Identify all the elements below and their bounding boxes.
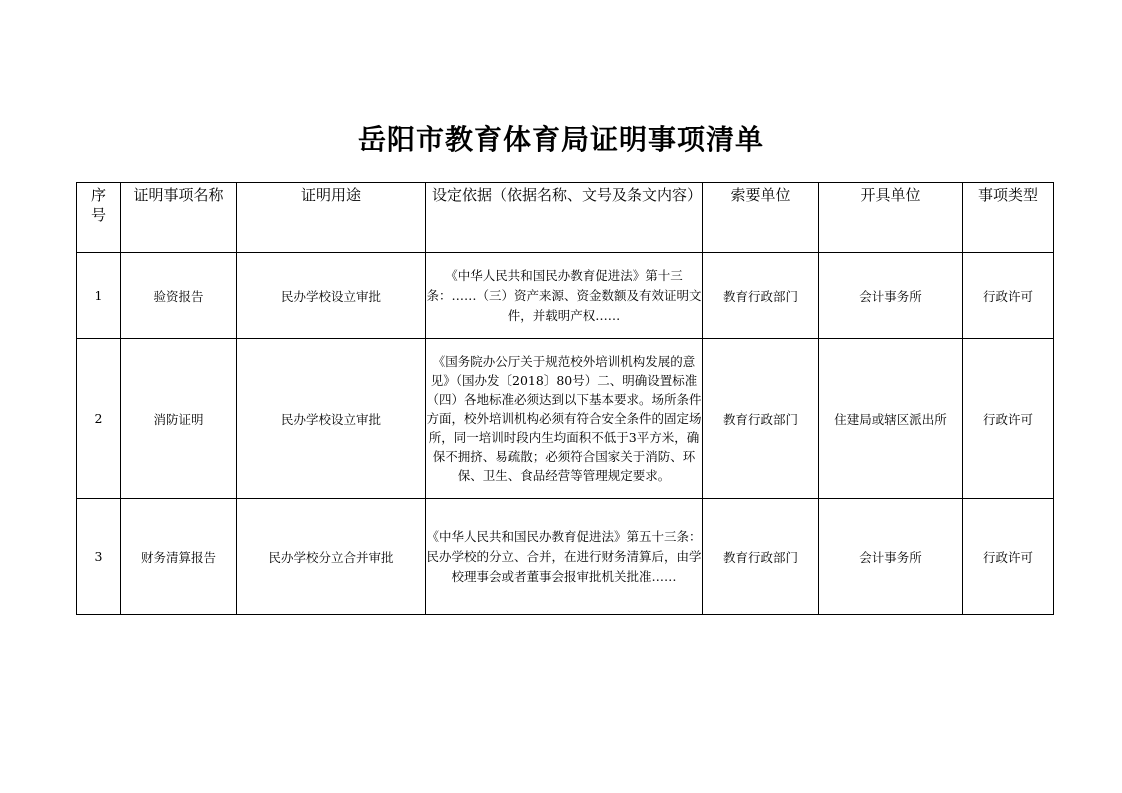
cell-issuing-unit: 会计事务所: [819, 499, 963, 615]
cell-requesting-unit: 教育行政部门: [703, 253, 819, 339]
cell-serial-number: 3: [77, 499, 121, 615]
cell-item-name: 消防证明: [121, 339, 237, 499]
header-requesting-unit: 索要单位: [703, 183, 819, 253]
cell-legal-basis: 《国务院办公厅关于规范校外培训机构发展的意见》（国办发〔2018〕80号）二、明确设置标准（四）各地标准必须达到以下基本要求。场所条件方面，校外培训机构必须有符合安全条件的固定场所，同一培训时段内生均面积不低于3平方米，确保不拥挤、易疏散；必须符合国家关于消防、环保、卫生、食品经营等管理规定要求。: [426, 339, 703, 499]
cell-item-type: 行政许可: [963, 339, 1054, 499]
cell-legal-basis: 《中华人民共和国民办教育促进法》第五十三条：民办学校的分立、合并，在进行财务清算后，由学校理事会或者董事会报审批机关批准……: [426, 499, 703, 615]
certification-items-table: [76, 182, 1054, 615]
cell-purpose: 民办学校设立审批: [237, 253, 426, 339]
cell-purpose: 民办学校设立审批: [237, 339, 426, 499]
cell-item-type: 行政许可: [963, 499, 1054, 615]
header-item-name: 证明事项名称: [121, 183, 237, 253]
header-legal-basis: 设定依据（依据名称、文号及条文内容）: [426, 183, 703, 253]
header-item-type: 事项类型: [963, 183, 1054, 253]
cell-item-name: 财务清算报告: [121, 499, 237, 615]
table-row: [77, 253, 1054, 339]
cell-serial-number: 2: [77, 339, 121, 499]
table-row: [77, 339, 1054, 499]
cell-item-type: 行政许可: [963, 253, 1054, 339]
cell-issuing-unit: 会计事务所: [819, 253, 963, 339]
cell-serial-number: 1: [77, 253, 121, 339]
cell-item-name: 验资报告: [121, 253, 237, 339]
header-serial-number: 序号: [77, 183, 121, 253]
cell-purpose: 民办学校分立合并审批: [237, 499, 426, 615]
cell-requesting-unit: 教育行政部门: [703, 499, 819, 615]
header-purpose: 证明用途: [237, 183, 426, 253]
cell-legal-basis: 《中华人民共和国民办教育促进法》第十三条：……（三）资产来源、资金数额及有效证明文件，并载明产权……: [426, 253, 703, 339]
cell-requesting-unit: 教育行政部门: [703, 339, 819, 499]
table-row: [77, 499, 1054, 615]
header-issuing-unit: 开具单位: [819, 183, 963, 253]
document-title: 岳阳市教育体育局证明事项清单: [357, 123, 764, 156]
table-header-row: [77, 183, 1054, 253]
cell-issuing-unit: 住建局或辖区派出所: [819, 339, 963, 499]
